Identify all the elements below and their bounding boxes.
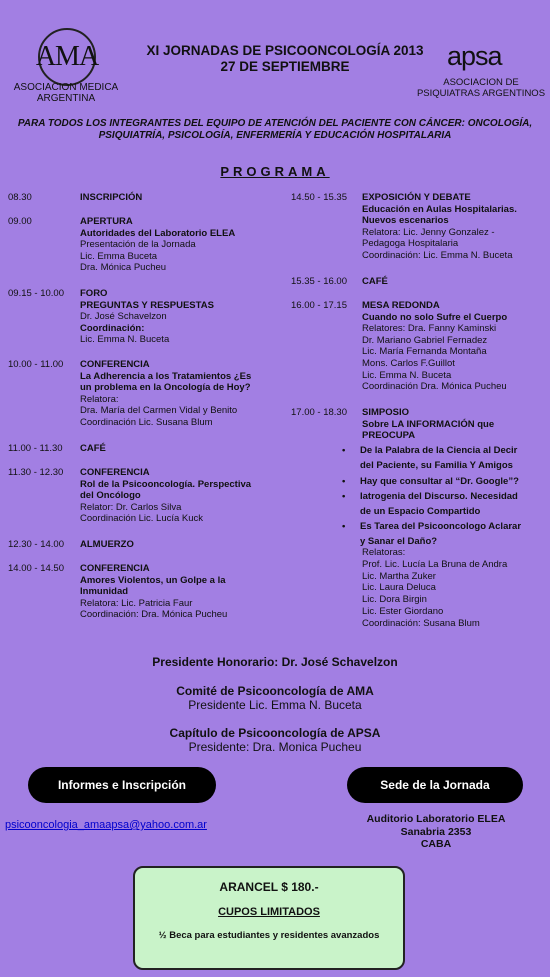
schedule-line: Lic. Emma N. Buceta [80, 334, 170, 346]
schedule-line: Dr. Mariano Gabriel Fernadez [362, 334, 488, 346]
schedule-line: Lic. Emma N. Buceta [362, 369, 452, 381]
apsa-name-line2: PSIQUIATRAS ARGENTINOS [416, 87, 546, 99]
schedule-line: PREGUNTAS Y RESPUESTAS [80, 299, 214, 311]
schedule-content [362, 300, 550, 393]
arancel-box [133, 866, 405, 970]
schedule-content [80, 192, 280, 204]
schedule-line: MESA REDONDA [362, 300, 440, 311]
programa-title: PROGRAMA [220, 164, 330, 179]
page-title [120, 43, 450, 75]
schedule-line: Coordinación: Dra. Mónica Pucheu [80, 609, 228, 621]
title-line2: 27 DE SEPTIEMBRE [220, 59, 350, 74]
schedule-time: 15.35 - 16.00 [291, 276, 347, 287]
sede-button[interactable]: Sede de la Jornada [347, 767, 523, 803]
simposio-bullet-line: • De la Palabra de la Ciencia al Decir [360, 445, 518, 456]
schedule-content [80, 216, 280, 274]
schedule-content [362, 407, 550, 442]
schedule-line: PREOCUPA [362, 430, 416, 442]
schedule-time: 11.00 - 11.30 [8, 443, 63, 454]
comite-title: Comité de Psicooncología de AMA [176, 684, 374, 698]
capitulo-title: Capítulo de Psicooncología de APSA [169, 726, 381, 740]
ama-name [8, 82, 124, 104]
simposio-bullet-line: • Iatrogenia del Discurso. Necesidad [360, 491, 518, 502]
schedule-line: CONFERENCIA [80, 563, 150, 574]
relator-line: Lic. Martha Zuker [362, 570, 436, 582]
relator-line: Relatoras: [362, 547, 406, 558]
schedule-line: Rol de la Psicooncología. Perspectiva [80, 478, 252, 490]
simposio-bullet [360, 519, 550, 549]
schedule-line: un problema en la Oncología de Hoy? [80, 382, 251, 394]
sede-line3: CABA [420, 838, 452, 850]
ama-logo-text: AMA [35, 41, 99, 72]
capitulo-presidente: Presidente: Dra. Monica Pucheu [188, 740, 362, 754]
relator-line: Lic. Ester Giordano [362, 605, 444, 617]
schedule-line: EXPOSICIÓN Y DEBATE [362, 192, 471, 203]
schedule-line: Relator: Dr. Carlos Silva [80, 501, 182, 513]
schedule-content [80, 467, 280, 525]
simposio-bullet [360, 443, 550, 473]
schedule-line: del Oncólogo [80, 490, 141, 502]
schedule-line: Coordinación: Lic. Emma N. Buceta [362, 249, 513, 261]
email-link[interactable]: psicooncologia_amaapsa@yahoo.com.ar [5, 819, 207, 831]
schedule-line: Relatora: Lic. Jenny Gonzalez - [362, 226, 495, 238]
simposio-relatores [362, 547, 507, 630]
title-line1: XI JORNADAS DE PSICOONCOLOGÍA 2013 [146, 43, 424, 58]
schedule-line: FORO [80, 288, 108, 299]
schedule-time: 12.30 - 14.00 [8, 539, 64, 550]
schedule-content [362, 276, 550, 288]
schedule-line: Lic. María Fernanda Montaña [362, 346, 487, 358]
schedule-time: 16.00 - 17.15 [291, 300, 347, 311]
schedule-line: Dra. Mónica Pucheu [80, 262, 167, 274]
schedule-line: Coordinación Dra. Mónica Pucheu [362, 381, 507, 393]
schedule-line: Inmunidad [80, 586, 129, 598]
schedule-line: Nuevos escenarios [362, 215, 449, 227]
sede-address [352, 813, 520, 851]
schedule-content [80, 288, 280, 346]
schedule-line: Mons. Carlos F.Guillot [362, 357, 455, 369]
schedule-line: CONFERENCIA [80, 359, 150, 370]
schedule-line: La Adherencia a los Tratamientos ¿Es [80, 370, 252, 382]
schedule-line: Amores Violentos, un Golpe a la [80, 574, 226, 586]
apsa-name [412, 78, 550, 99]
schedule-time: 11.30 - 12.30 [8, 467, 64, 478]
schedule-line: ALMUERZO [80, 539, 134, 550]
schedule-line: Sobre LA INFORMACIÓN que [362, 418, 495, 430]
apsa-name-line1: ASOCIACION DE [443, 77, 519, 88]
intro-text [0, 118, 550, 142]
schedule-time: 10.00 - 11.00 [8, 359, 64, 370]
simposio-bullet-line: • Es Tarea del Psicooncologo Aclarar [360, 521, 522, 532]
comite-presidente: Presidente Lic. Emma N. Buceta [188, 698, 362, 712]
sede-line2: Sanabria 2353 [400, 825, 472, 838]
relator-line: Lic. Laura Deluca [362, 582, 436, 594]
schedule-time: 09.00 [8, 216, 32, 227]
schedule-line: Coordinación: [80, 322, 145, 334]
schedule-line: Autoridades del Laboratorio ELEA [80, 227, 236, 239]
presidente-honorario: Presidente Honorario: Dr. José Schavelzon [152, 655, 398, 669]
schedule-time: 14.00 - 14.50 [8, 563, 64, 574]
relator-line: Prof. Lic. Lucía La Bruna de Andra [362, 558, 508, 570]
schedule-content [80, 539, 280, 551]
schedule-line: Relatora: [80, 393, 119, 405]
schedule-line: INSCRIPCIÓN [80, 192, 143, 203]
simposio-bullet-line: y Sanar el Daño? [360, 536, 438, 547]
ama-name-line2: ARGENTINA [36, 93, 96, 104]
schedule-line: Educación en Aulas Hospitalarias. [362, 203, 517, 215]
schedule-time: 17.00 - 18.30 [291, 407, 347, 418]
schedule-line: Relatora: Lic. Patricia Faur [80, 597, 193, 609]
beca-text: ½ Beca para estudiantes y residentes avanzados [158, 930, 380, 941]
arancel-text: ARANCEL $ 180.- [219, 880, 319, 894]
schedule-content [80, 443, 280, 455]
schedule-line: Relatores: Dra. Fanny Kaminski [362, 323, 497, 335]
schedule-line: Cuando no solo Sufre el Cuerpo [362, 311, 508, 323]
sede-line1: Auditorio Laboratorio ELEA [366, 813, 506, 825]
schedule-line: Lic. Emma Buceta [80, 250, 158, 262]
schedule-line: Presentación de la Jornada [80, 239, 196, 251]
intro-line1: PARA TODOS LOS INTEGRANTES DEL EQUIPO DE ATENCIÓN DEL PACIENTE CON CÁNCER: ONCOLOGÍA, [17, 118, 533, 129]
schedule-time: 09.15 - 10.00 [8, 288, 64, 299]
schedule-line: Coordinación Lic. Susana Blum [80, 416, 213, 428]
simposio-bullet-line: de un Espacio Compartido [360, 506, 481, 517]
relator-line: Lic. Dora Birgin [362, 594, 427, 606]
relator-line: Coordinación: Susana Blum [362, 617, 480, 629]
ama-logo [35, 28, 99, 86]
intro-line2: PSIQUIATRÍA, PSICOLOGÍA, ENFERMERÍA Y EDUCACIÓN HOSPITALARIA [98, 130, 452, 141]
schedule-line: CAFÉ [80, 443, 106, 454]
informes-button[interactable]: Informes e Inscripción [28, 767, 216, 803]
schedule-content [80, 359, 280, 429]
schedule-content [362, 192, 550, 262]
schedule-line: Dr. José Schavelzon [80, 311, 167, 323]
schedule-line: CONFERENCIA [80, 467, 150, 478]
schedule-time: 08.30 [8, 192, 32, 203]
schedule-line: APERTURA [80, 216, 133, 227]
schedule-line: SIMPOSIO [362, 407, 409, 418]
simposio-bullet [360, 489, 550, 519]
schedule-time: 14.50 - 15.35 [291, 192, 347, 203]
simposio-bullet [360, 474, 550, 489]
apsa-logo: apsa [447, 41, 502, 71]
simposio-bullet-line: del Paciente, su Familia Y Amigos [360, 460, 513, 471]
simposio-bullet-line: • Hay que consultar al “Dr. Google”? [360, 476, 519, 487]
cupos-text: CUPOS LIMITADOS [218, 906, 320, 918]
schedule-content [80, 563, 280, 621]
schedule-line: CAFÉ [362, 276, 388, 287]
ama-name-line1: ASOCIACION MEDICA [13, 82, 119, 93]
schedule-line: Dra. María del Carmen Vidal y Benito [80, 405, 238, 417]
schedule-line: Coordinación Lic. Lucía Kuck [80, 513, 204, 525]
schedule-line: Pedagoga Hospitalaria [362, 238, 459, 250]
